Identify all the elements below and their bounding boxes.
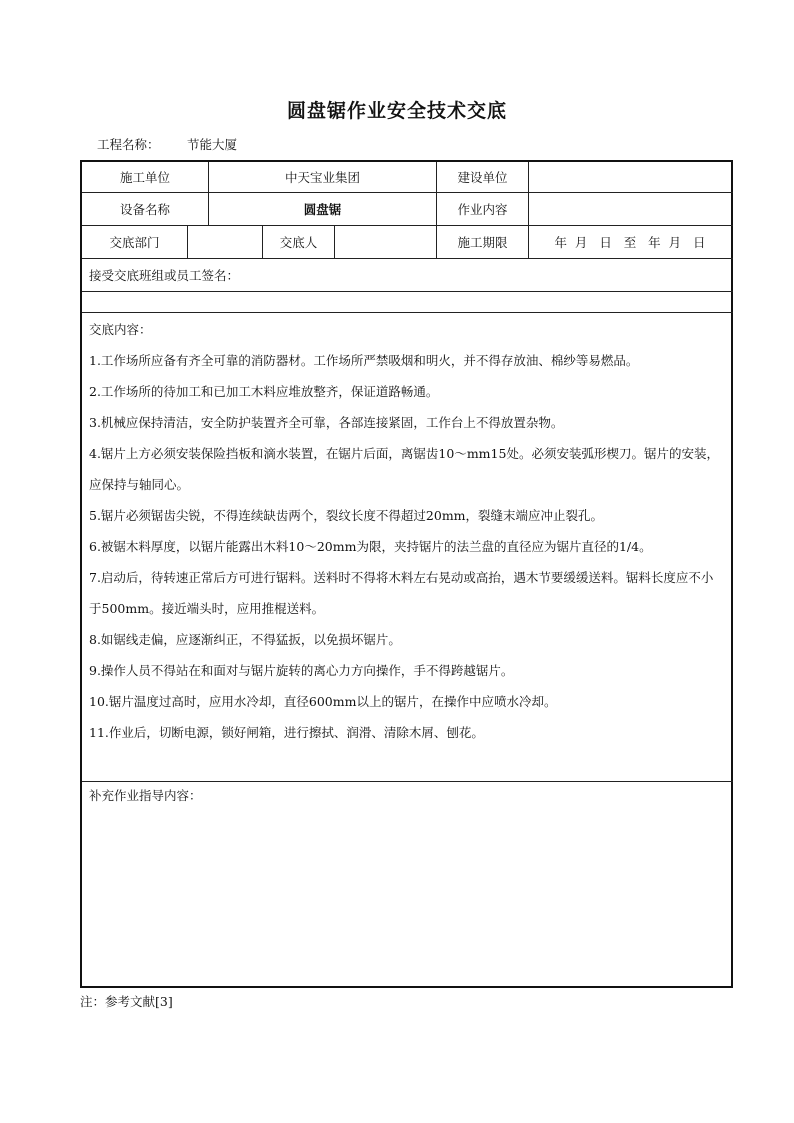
document-title: 圆盘锯作业安全技术交底 — [286, 100, 507, 122]
work-content-value[interactable] — [529, 193, 731, 225]
equipment-name-value[interactable]: 圆盘锯 — [303, 202, 342, 217]
briefing-item: 10.锯片温度过高时，应用水冷却，直径600mm以上的锯片，在操作中应喷水冷却。 — [89, 694, 557, 709]
briefing-item: 3.机械应保持清洁，安全防护装置齐全可靠，各部连接紧固，工作台上不得放置杂物。 — [89, 415, 564, 430]
briefing-item: 7.启动后，待转速正常后方可进行锯料。送料时不得将木料左右晃动或高抬，遇木节要缓缓送料。锯料长度应不小于500mm。接近端头时，应用推棍送料。 — [89, 570, 714, 616]
construction-unit-value[interactable]: 中天宝业集团 — [284, 170, 360, 185]
construction-period-value[interactable]: 年 月 日 至 年 月 日 — [554, 235, 706, 250]
briefing-item: 11.作业后，切断电源，锁好闸箱，进行擦拭、润滑、清除木屑、刨花。 — [89, 725, 484, 740]
supplement-field[interactable] — [82, 808, 733, 986]
briefing-items-list — [89, 345, 725, 748]
signature-label: 接受交底班组或员工签名： — [89, 268, 240, 283]
briefing-person-value[interactable] — [335, 226, 436, 258]
briefing-item: 8.如锯线走偏，应逐渐纠正，不得猛扳，以免损坏锯片。 — [89, 632, 401, 647]
briefing-item: 1.工作场所应备有齐全可靠的消防器材。工作场所严禁吸烟和明火，并不得存放油、棉纱等易燃品。 — [89, 353, 639, 368]
briefing-item: 9.操作人员不得站在和面对与锯片旋转的离心力方向操作，手不得跨越锯片。 — [89, 663, 514, 678]
briefing-form-table — [80, 160, 733, 988]
equipment-name-label: 设备名称 — [119, 202, 170, 217]
signature-field[interactable] — [82, 292, 733, 312]
project-name-value: 节能大厦 — [187, 137, 238, 152]
briefing-dept-label: 交底部门 — [109, 235, 160, 250]
supplement-label: 补充作业指导内容： — [89, 788, 202, 803]
project-name-row — [97, 135, 238, 153]
briefing-item: 4.锯片上方必须安装保险挡板和滴水装置，在锯片后面，离锯齿10～mm15处。必须安装弧形楔刀。锯片的安装，应保持与轴同心。 — [89, 446, 719, 492]
content-heading: 交底内容： — [89, 322, 152, 337]
briefing-dept-value[interactable] — [188, 226, 262, 258]
construction-period-label: 施工期限 — [457, 235, 508, 250]
project-name-label: 工程名称： — [97, 137, 160, 152]
briefing-item: 5.锯片必须锯齿尖锐，不得连续缺齿两个，裂纹长度不得超过20mm，裂缝末端应冲止裂孔。 — [89, 508, 604, 523]
briefing-person-label: 交底人 — [279, 235, 318, 250]
briefing-item: 6.被锯木料厚度，以锯片能露出木料10～20mm为限，夹持锯片的法兰盘的直径应为锯片直径的1/4。 — [89, 539, 652, 554]
builder-unit-label: 建设单位 — [457, 170, 508, 185]
builder-unit-value[interactable] — [529, 162, 731, 192]
reference-note: 注：参考文献[3] — [80, 994, 173, 1009]
row-divider — [82, 312, 733, 313]
construction-unit-label: 施工单位 — [119, 170, 170, 185]
briefing-item: 2.工作场所的待加工和已加工木料应堆放整齐，保证道路畅通。 — [89, 384, 439, 399]
work-content-label: 作业内容 — [457, 202, 508, 217]
briefing-content — [89, 314, 725, 748]
